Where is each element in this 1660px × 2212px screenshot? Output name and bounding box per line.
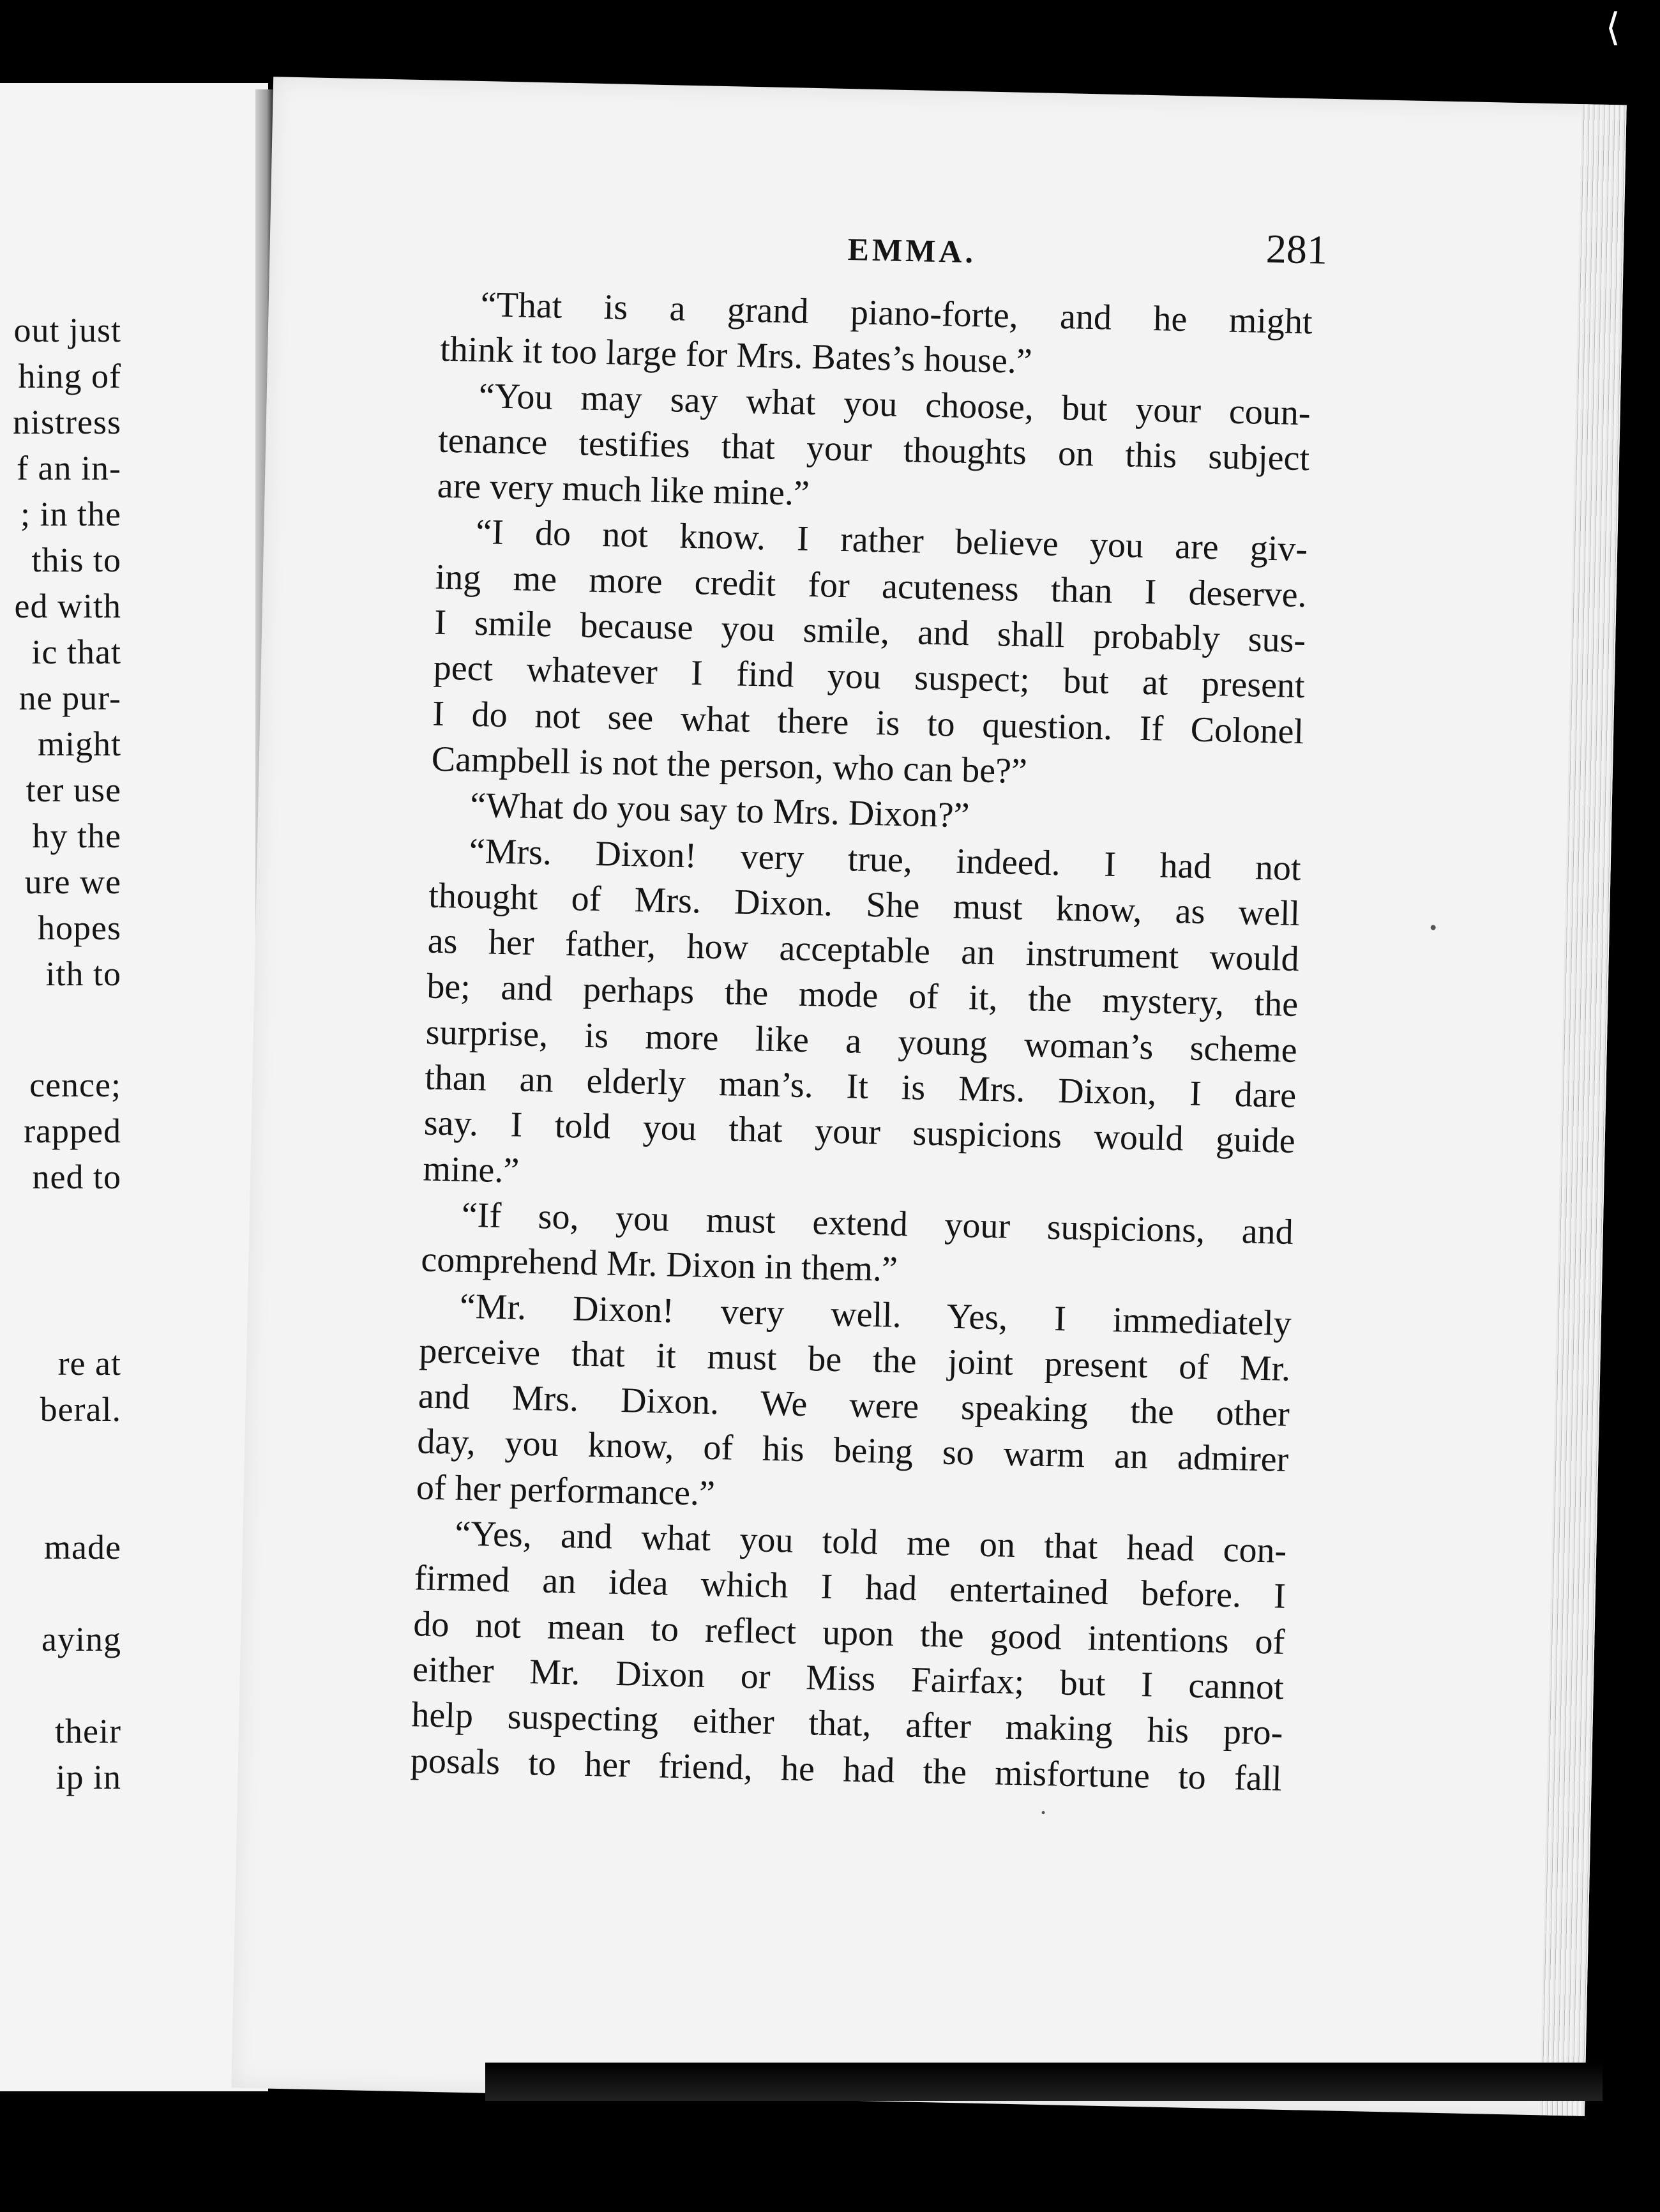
text-line: I smile because you smile, and shall probably sus-: [434, 602, 1306, 661]
text-line: day, you know, of his being so warm an admirer: [416, 1421, 1289, 1480]
text-line: either Mr. Dixon or Miss Fairfax; but I cannot: [412, 1649, 1285, 1708]
text-line: than an elderly man’s. It is Mrs. Dixon, I dare: [424, 1057, 1297, 1116]
left-fragment: ith to: [45, 955, 121, 993]
text-line: comprehend Mr. Dixon in them.”: [420, 1239, 898, 1290]
text-line: help suspecting either that, after making his pro-: [411, 1695, 1283, 1754]
text-line: surprise, is more like a young woman’s scheme: [425, 1012, 1298, 1070]
left-fragment: hopes: [38, 909, 121, 947]
text-line: ing me more credit for acuteness than I deserve.: [435, 557, 1308, 615]
body-text: [410, 282, 1313, 1802]
left-fragment: their: [55, 1712, 121, 1750]
left-fragment: might: [37, 725, 121, 763]
text-line: “I do not know. I rather believe you are giv-: [475, 512, 1308, 570]
speck: [1431, 925, 1436, 930]
left-fragment: ter use: [26, 771, 121, 809]
left-fragment: ic that: [31, 633, 121, 671]
left-fragment: cence;: [29, 1066, 121, 1104]
text-line: “Yes, and what you told me on that head con-: [454, 1513, 1287, 1571]
left-fragment: ne pur-: [19, 679, 121, 717]
text-line: tenance testifies that your thoughts on this subject: [437, 420, 1310, 479]
text-line: “If so, you must extend your suspicions, and: [461, 1195, 1294, 1252]
page-fore-edge: [1540, 104, 1627, 2116]
left-page: [0, 83, 268, 2091]
text-line: say. I told you that your suspicions would guide: [423, 1103, 1296, 1162]
text-line: I do not see what there is to question. If Colonel: [432, 693, 1304, 752]
text-line: perceive that it must be the joint present of Mr.: [418, 1331, 1291, 1389]
text-line: pect whatever I find you suspect; but at present: [433, 648, 1306, 706]
text-line: as her father, how acceptable an instrument would: [427, 921, 1300, 980]
speck: [1042, 1811, 1045, 1814]
text-line: firmed an idea which I had entertained before. I: [414, 1558, 1286, 1617]
corner-mark: ⟨: [1605, 5, 1620, 50]
page-shadow: [485, 2063, 1603, 2101]
left-fragment: this to: [31, 541, 121, 579]
left-fragment: beral.: [40, 1390, 121, 1428]
text-line: Campbell is not the person, who can be?”: [431, 739, 1028, 792]
left-fragment: ned to: [32, 1158, 121, 1196]
text-line: think it too large for Mrs. Bates’s house.”: [439, 330, 1033, 382]
text-line: of her performance.”: [416, 1467, 716, 1513]
text-line: do not mean to reflect upon the good intentions of: [412, 1603, 1285, 1662]
text-line: and Mrs. Dixon. We were speaking the other: [418, 1376, 1290, 1435]
text-line: mine.”: [422, 1149, 520, 1191]
left-fragment: made: [44, 1528, 121, 1566]
left-fragment: ure we: [24, 863, 121, 901]
text-line: “Mr. Dixon! very well. Yes, I immediately: [459, 1286, 1292, 1344]
left-fragment: out just: [13, 311, 121, 349]
page-number: 281: [1265, 225, 1328, 273]
text-line: be; and perhaps the mode of it, the mystery, the: [426, 966, 1299, 1025]
left-fragment: nistress: [13, 403, 121, 441]
text-line: thought of Mrs. Dixon. She must know, as well: [428, 875, 1301, 934]
left-fragment: hy the: [32, 817, 121, 855]
left-fragment: aying: [42, 1620, 121, 1658]
text-line: “You may say what you choose, but your coun-: [478, 375, 1311, 433]
running-head: EMMA.: [847, 231, 977, 270]
text-line: are very much like mine.”: [437, 466, 810, 514]
text-line: “What do you say to Mrs. Dixon?”: [469, 785, 970, 836]
left-fragment: ed with: [14, 587, 121, 625]
left-fragment: ; in the: [20, 495, 121, 533]
text-line: “Mrs. Dixon! very true, indeed. I had not: [469, 831, 1302, 888]
right-page: [231, 77, 1627, 2116]
left-fragment: rapped: [24, 1112, 121, 1150]
left-fragment: re at: [57, 1344, 121, 1382]
text-line: “That is a grand piano-forte, and he might: [480, 285, 1313, 342]
text-line: posals to her friend, he had the misfortune to fall: [410, 1740, 1283, 1799]
left-fragment: ip in: [56, 1758, 121, 1796]
left-fragment: hing of: [18, 357, 121, 395]
left-fragment: f an in-: [17, 449, 121, 487]
